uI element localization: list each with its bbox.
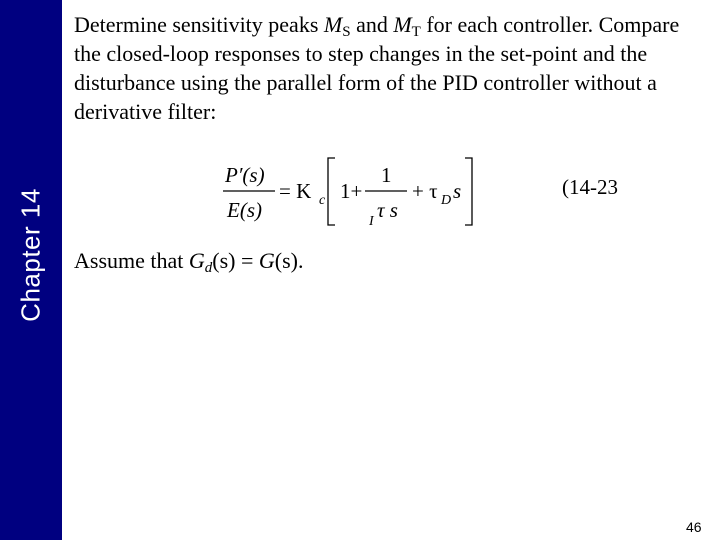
assume-g2: G	[258, 248, 275, 273]
assume-g-sub: d	[204, 260, 213, 276]
page-number: 46	[686, 519, 702, 535]
para-and: and	[350, 12, 394, 37]
problem-statement	[74, 10, 684, 126]
eq-right-bracket	[465, 158, 472, 225]
ms-subscript: S	[342, 24, 351, 40]
eq-denominator: E(s)	[227, 198, 262, 222]
assume-g: G	[188, 248, 205, 273]
eq-frac-den-sub: I	[369, 214, 374, 229]
eq-numerator: P′(s)	[225, 163, 265, 187]
sidebar	[0, 0, 62, 540]
para-rest: Compare the closed-loop responses to step changes in the set-point and the disturbance using the parallel form of the PID controller without a derivative filter:	[74, 12, 680, 124]
equation-number: (14-23	[562, 175, 618, 199]
eq-taud-s: s	[453, 179, 462, 203]
eq-equals-kc: = K	[279, 179, 312, 203]
mt-subscript: T	[411, 24, 421, 40]
assume-mid: (s) =	[212, 248, 259, 273]
eq-frac-num: 1	[381, 163, 392, 187]
eq-frac-den: τ s	[377, 198, 398, 222]
mt-symbol: M	[393, 12, 412, 37]
ms-symbol: M	[323, 12, 343, 37]
para-line1-pre: Determine sensitivity peaks	[74, 12, 324, 37]
eq-one-plus: 1+	[340, 179, 363, 203]
assumption-line	[74, 248, 304, 274]
eq-kc-sub: c	[319, 193, 326, 208]
para-line1-post: for each controller.	[420, 12, 594, 37]
eq-left-bracket	[328, 158, 335, 225]
eq-plus-taud: + τ	[412, 179, 438, 203]
chapter-title: Chapter 14	[15, 188, 46, 322]
assume-pre: Assume that	[74, 248, 189, 273]
assume-post: (s).	[274, 248, 304, 273]
eq-taud-sub: D	[441, 193, 452, 208]
